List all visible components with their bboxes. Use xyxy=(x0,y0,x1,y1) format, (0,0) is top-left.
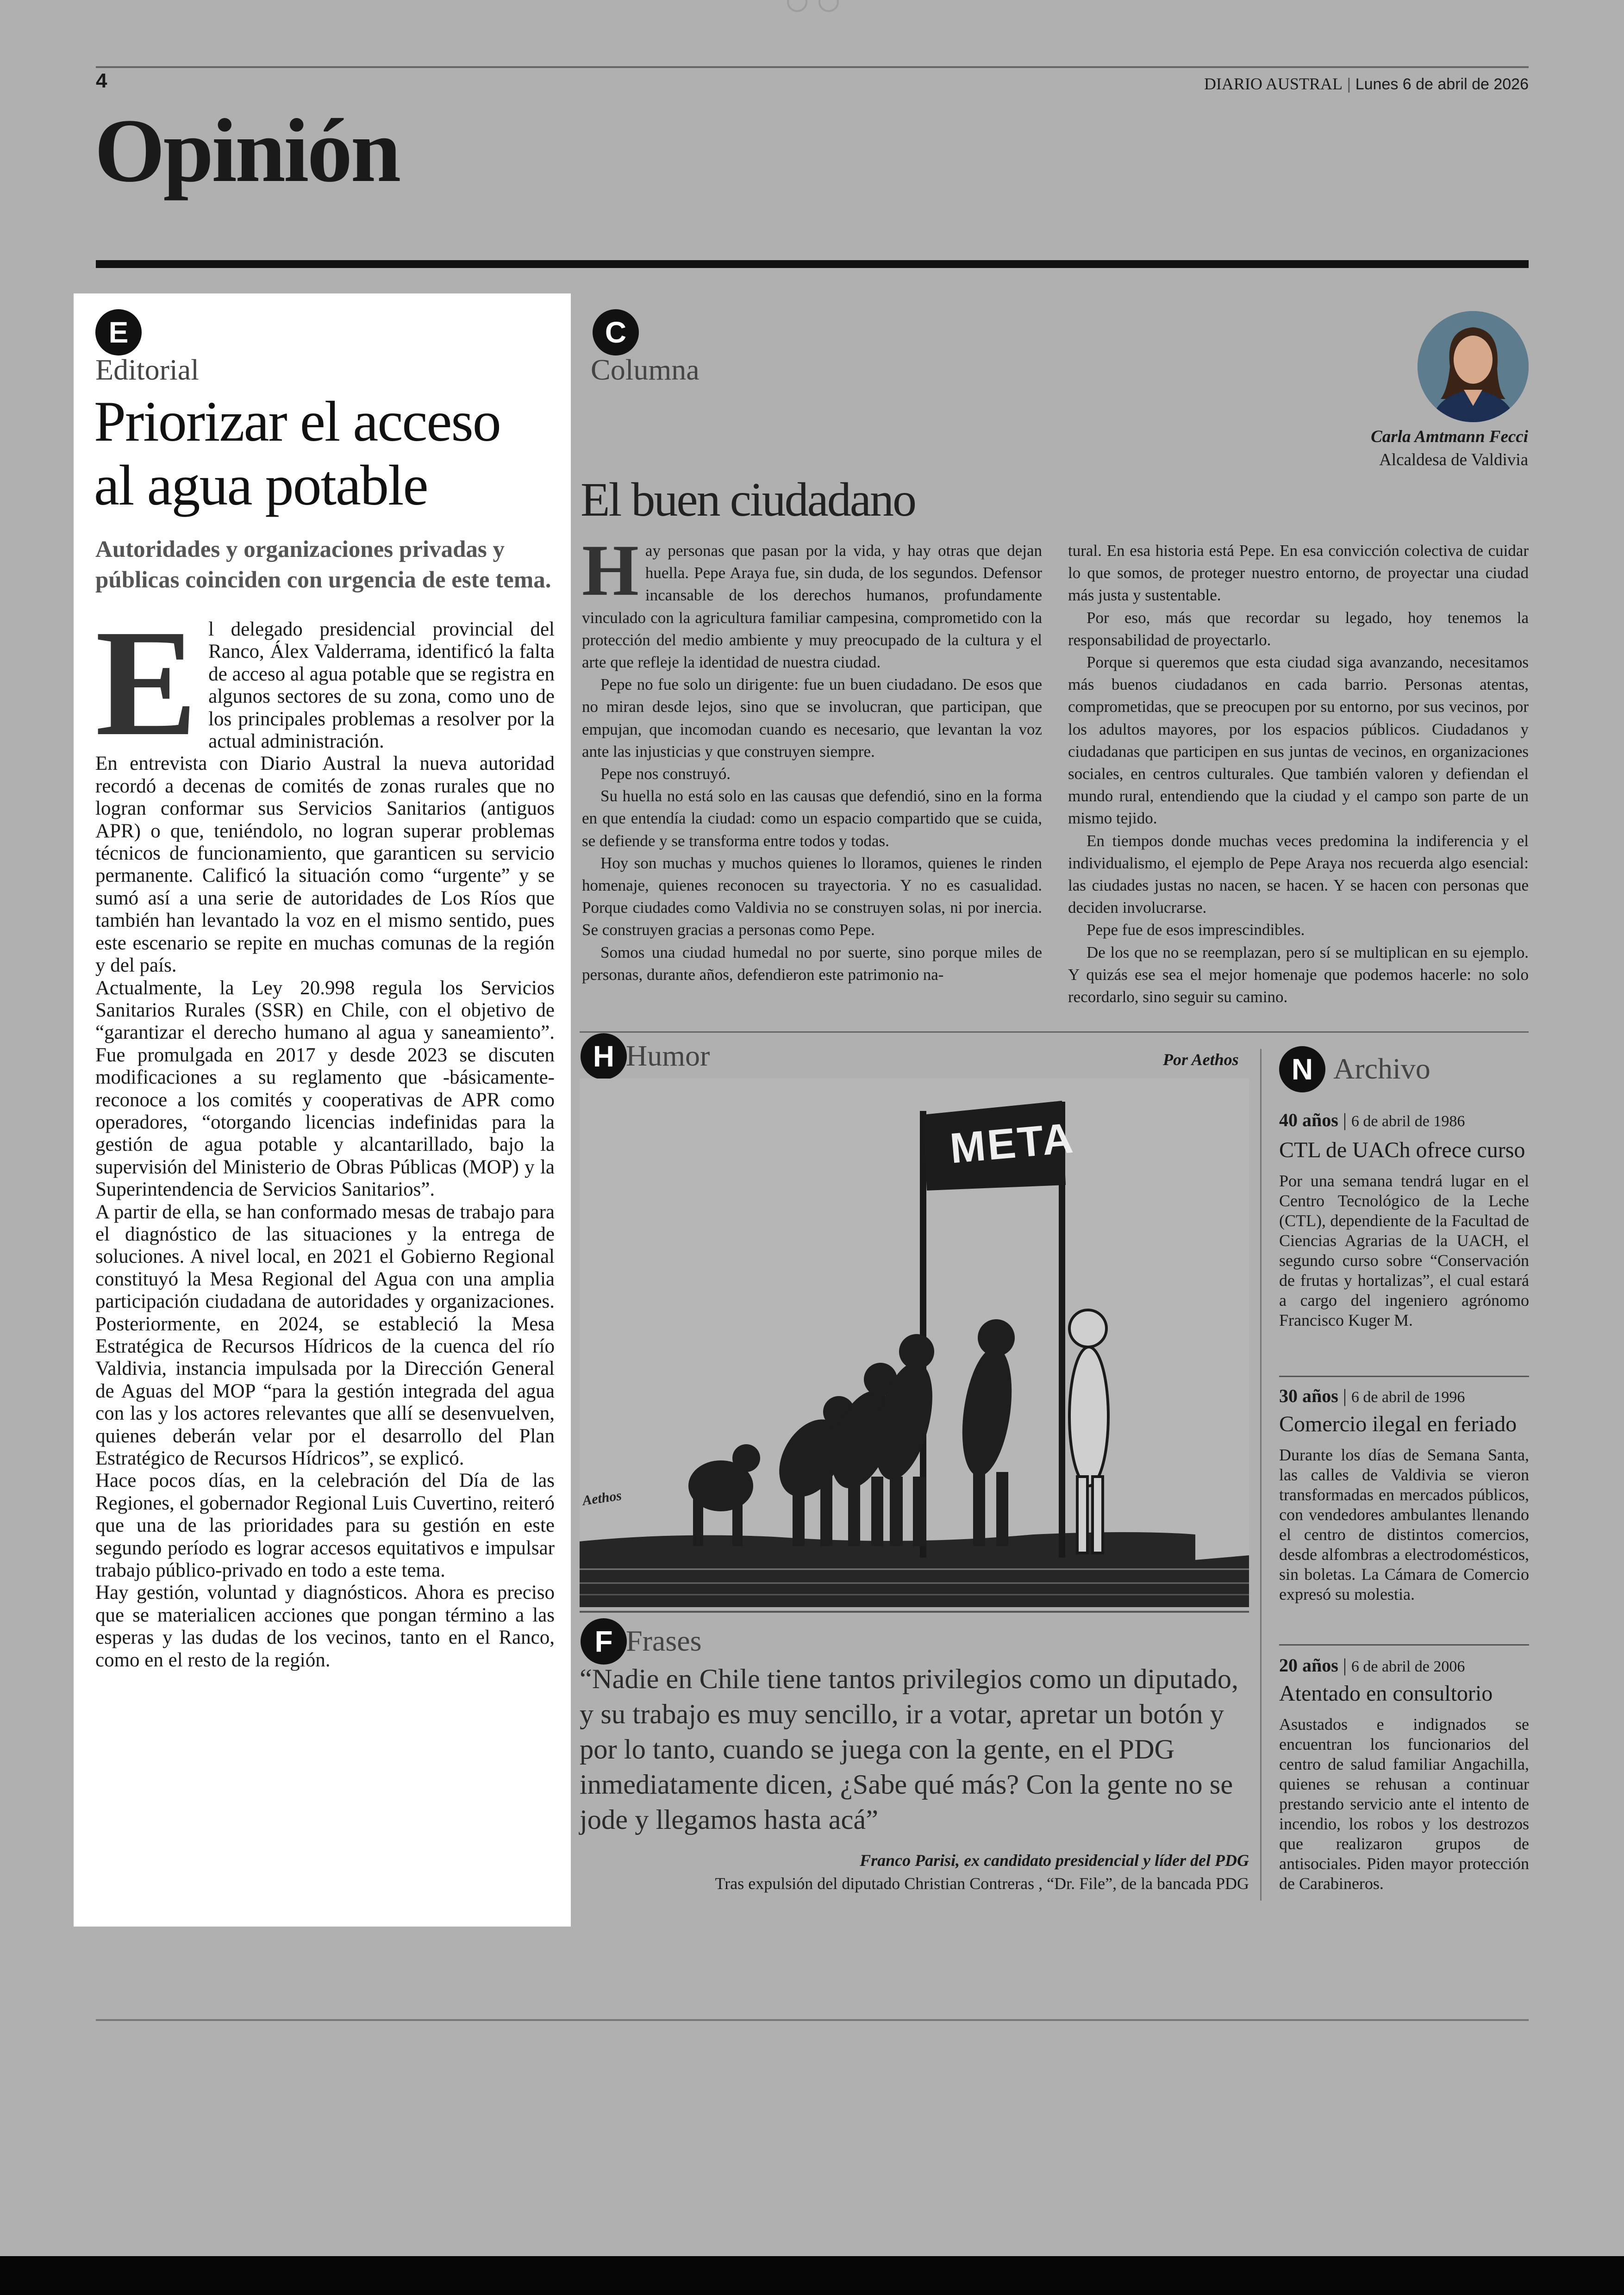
humor-label: Humor xyxy=(626,1039,710,1072)
archivo-item-title: CTL de UACh ofrece curso xyxy=(1279,1138,1525,1162)
column-badge: C xyxy=(593,309,639,355)
archivo-item-body: Asustados e indignados se encuentran los funcionarios del centro de salud familiar Angachilla, quienes se rehusan a continuar prestando servicio ante el intento de incendio, los robos y los destrozos que realizaron grupos de antisociales. Piden mayor protección de Carabineros. xyxy=(1279,1715,1529,1893)
author-photo xyxy=(1418,311,1529,422)
newspaper-name: DIARIO AUSTRAL xyxy=(1204,75,1343,93)
archivo-badge: N xyxy=(1279,1046,1325,1092)
header-top-rule xyxy=(96,66,1529,68)
frases-label: Frases xyxy=(626,1624,702,1657)
archivo-item-body: Por una semana tendrá lugar en el Centro Tecnológico de la Leche (CTL), dependiente de la Facultad de Ciencias Agrarias de la UACH, el segundo curso sobre “Conservación de frutas y hortalizas”, el cual estará a cargo del ingeniero agrónomo Francisco Kuger M. xyxy=(1279,1172,1529,1329)
editorial-paragraph: Hay gestión, voluntad y diagnósticos. Ahora es preciso que se materialicen acciones que pongan término a las esperas y las dudas de los vecinos, tanto en el Ranco, como en el resto de la región. xyxy=(95,1582,555,1671)
page-number: 4 xyxy=(96,69,107,92)
editorial-paragraph: A partir de ella, se han conformado mesas de trabajo para el diagnóstico de las situaciones y la entrega de soluciones. A nivel local, en 2021 el Gobierno Regional constituyó la Mesa Regional del Agua con una amplia participación ciudadana de autoridades y organizaciones. Posteriormente, en 2024, se estableció la Mesa Estratégica de Recursos Hídricos de la cuenca del río Valdivia, instancia impulsada por la Dirección General de Aguas del MOP “para la gestión integrada del agua con las y los actores relevantes que allí se desenvuelven, quienes deberán velar por el desarrollo del Plan Estratégico de Recursos Hídricos”, se explicó. xyxy=(95,1201,555,1470)
page-indicator-dot[interactable] xyxy=(818,0,839,12)
archivo-date: 6 de abril de 2006 xyxy=(1351,1658,1465,1675)
column-paragraph: De los que no se reemplazan, pero sí se multiplican en su ejemplo. Y quizás ese sea el mejor homenaje que podemos hacerle: no solo recordarlo, sino seguir su camino. xyxy=(1068,943,1529,1006)
author-role: Alcaldesa de Valdivia xyxy=(1379,450,1528,469)
editorial-badge: E xyxy=(95,309,142,355)
cartoon-signature: Aethos xyxy=(581,1488,623,1509)
archivo-item-date: 20 años | 6 de abril de 2006 xyxy=(1279,1655,1465,1676)
mid-divider xyxy=(580,1031,1529,1033)
editorial-subtitle: Autoridades y organizaciones privadas y públicas coinciden con urgencia de este tema. xyxy=(95,536,551,593)
humor-badge: H xyxy=(581,1033,627,1079)
author-portrait-icon xyxy=(1418,311,1529,422)
archivo-item-body: Durante los días de Semana Santa, las calles de Valdivia se vieron transformadas en mercados públicos, con vendedores ambulantes llenando el centro de distintos comercios, desde alfombras a electrodomésticos, sin boletas. La Cámara de Comercio expresó su molestia. xyxy=(1279,1446,1529,1603)
column-label: Columna xyxy=(591,353,700,386)
column-paragraph: ay personas que pasan por la vida, y hay otras que dejan huella. Pepe Araya fue, sin duda, de los segundos. Defensor incansable de los derechos humanos, profundamente vinculado con la agricultura familiar campesina, comprometido con la protección del medio ambiente y muy preocupado de la cultura y el arte que refleje la identidad de nuestra ciudad. xyxy=(582,542,1042,672)
archivo-years: 30 años xyxy=(1279,1385,1338,1406)
column-headline: El buen ciudadano xyxy=(581,473,915,526)
editorial-label: Editorial xyxy=(95,353,199,386)
archivo-item-date: 40 años | 6 de abril de 1986 xyxy=(1279,1110,1465,1130)
archivo-item-title: Atentado en consultorio xyxy=(1279,1681,1493,1706)
editorial-paragraph: En entrevista con Diario Austral la nueva autoridad recordó a decenas de comités de zonas rurales que no logran conformar sus Servicios Sanitarios (antiguos APR) o que, teniéndolo, no logran superar problemas técnicos de funcionamiento, que garanticen su servicio permanente. Calificó la situación como “urgente” y se sumó así a una serie de autoridades de Los Ríos que también han levantado la voz en el mismo sentido, pues este escenario se repite en muchas comunas de la región y del país. xyxy=(95,753,555,977)
editorial-dropcap: E xyxy=(95,599,198,767)
column-paragraph: Pepe no fue solo un dirigente: fue un buen ciudadano. De esos que no miran desde lejos, sino que se involucran, que participan, que empujan, que incomodan cuando es necesario, que levantan la voz ante las injusticias y que construyen siempre. xyxy=(582,675,1042,761)
column-paragraph: Porque si queremos que esta ciudad siga avanzando, necesitamos más buenos ciudadanos en cada barrio. Personas atentas, comprometidas, que se preocupen por su entorno, por sus vecinos, por los adultos mayores, por los espacios públicos. Ciudadanos y ciudadanas que participen en sus juntas de vecinos, en organizaciones sociales, en centros culturales. Que también valoren y defiendan el mundo rural, entendiendo que la ciudad y el campo son parte de un mismo tejido. xyxy=(1068,653,1529,828)
column-paragraph: Pepe fue de esos imprescindibles. xyxy=(1087,921,1305,939)
author-name: Carla Amtmann Fecci xyxy=(1371,427,1528,446)
issue-date: Lunes 6 de abril de 2026 xyxy=(1355,75,1529,93)
section-title: Opinión xyxy=(94,100,400,201)
column-paragraph: tural. En esa historia está Pepe. En esa convicción colectiva de cuidar lo que somos, de proteger nuestro entorno, de proyectar una ciudad más justa y sustentable. xyxy=(1068,542,1529,605)
page-indicator-dot[interactable] xyxy=(787,0,807,12)
archivo-date: 6 de abril de 1996 xyxy=(1351,1389,1465,1406)
archivo-years: 40 años xyxy=(1279,1110,1338,1130)
frases-attribution: Franco Parisi, ex candidato presidencial y líder del PDG xyxy=(860,1851,1249,1870)
header-thick-rule xyxy=(96,260,1529,268)
frases-quote: “Nadie en Chile tiene tantos privilegios como un diputado, y su trabajo es muy sencillo, ir a votar, apretar un botón y por lo tanto, cuando se juega con la gente, en el PDG inmediatamente dicen, ¿Sabe qué más? Con la gente no se jode y llegamos hasta acá” xyxy=(580,1664,1239,1835)
editorial-paragraph: Actualmente, la Ley 20.998 regula los Servicios Sanitarios Rurales (SSR) en Chile, con el objetivo de “garantizar el derecho humano al agua y saneamiento”. Fue promulgada en 2017 y desde 2023 se discuten modificaciones a su reglamento que -básicamente- reconoce a los comités y cooperativas de APR como operadores, “otorgando licencias indefinidas para la gestión de agua potable y alcantarillado, bajo la supervisión del Ministerio de Obras Públicas (MOP) y la Superintendencia de Servicios Sanitarios”. xyxy=(95,977,555,1201)
editorial-headline-line1: Priorizar el acceso xyxy=(94,390,500,453)
archivo-divider xyxy=(1279,1644,1529,1646)
archivo-divider xyxy=(1279,1376,1529,1377)
editorial-paragraph: l delegado presidencial provincial del Ranco, Álex Valderrama, identificó la falta de acceso al agua potable que se registra en algunos sectores de su zona, como uno de los principales problemas a resolver por la actual administración. xyxy=(208,618,555,753)
archivo-item xyxy=(1279,1654,1529,1894)
column-paragraph: En tiempos donde muchas veces predomina la indiferencia y el individualismo, el ejemplo de Pepe Araya nos recuerda algo esencial: las ciudades justas no nacen, se hacen. Y se hacen con personas que deciden involucrarse. xyxy=(1068,831,1529,917)
column-paragraph: Hoy son muchas y muchos quienes lo lloramos, quienes le rinden homenaje, quienes reconocen su trayectoria. Y no es casualidad. Porque ciudades como Valdivia no se construyen solas, ni por inercia. Se construyen gracias a personas como Pepe. xyxy=(582,854,1042,939)
archivo-item-date: 30 años | 6 de abril de 1996 xyxy=(1279,1385,1465,1406)
editorial-paragraph: Hace pocos días, en la celebración del Día de las Regiones, el gobernador Regional Luis Cuvertino, reiteró que una de las prioridades para su gestión en este segundo período es lograr accesos equitativos e impulsar trabajo público-privado en todo a este tema. xyxy=(95,1470,555,1582)
column-paragraph: Por eso, más que recordar su legado, hoy tenemos la responsabilidad de proyectarlo. xyxy=(1068,608,1529,649)
archivo-date: 6 de abril de 1986 xyxy=(1351,1113,1465,1130)
frases-context: Tras expulsión del diputado Christian Contreras , “Dr. File”, de la bancada PDG xyxy=(715,1874,1249,1893)
cartoon-banner-text: META xyxy=(948,1114,1077,1172)
frases-badge: F xyxy=(581,1618,627,1665)
page-bottom-rule xyxy=(96,2019,1529,2021)
evolution-march-icon xyxy=(580,1079,1249,1607)
column-body-right xyxy=(1068,540,1529,1008)
cartoon-evolution-illustration xyxy=(580,1079,1249,1607)
column-dropcap: H xyxy=(582,530,639,611)
humor-byline: Por Aethos xyxy=(1163,1050,1239,1069)
archivo-vertical-divider xyxy=(1260,1049,1262,1901)
archivo-label: Archivo xyxy=(1333,1052,1430,1085)
humor-bottom-rule xyxy=(580,1611,1249,1613)
archivo-item xyxy=(1279,1109,1529,1330)
editorial-headline xyxy=(94,390,500,518)
editorial-headline-line2: al agua potable xyxy=(94,454,428,517)
column-paragraph: Pepe nos construyó. xyxy=(600,765,731,783)
archivo-item-title: Comercio ilegal en feriado xyxy=(1279,1412,1517,1436)
archivo-years: 20 años xyxy=(1279,1655,1338,1676)
editorial-body xyxy=(95,599,555,1671)
column-body-left xyxy=(582,530,1042,986)
masthead-date: DIARIO AUSTRAL | Lunes 6 de abril de 2026 xyxy=(1204,75,1529,93)
archivo-item xyxy=(1279,1385,1529,1604)
bottom-toolbar-bar xyxy=(0,2256,1624,2295)
column-paragraph: Su huella no está solo en las causas que defendió, sino en la forma en que entendía la ciudad: como un espacio compartido que se cuida, se defiende y se transforma entre todos y todas. xyxy=(582,787,1042,850)
column-paragraph: Somos una ciudad humedal no por suerte, sino porque miles de personas, durante años, defendieron este patrimonio na- xyxy=(582,943,1042,984)
